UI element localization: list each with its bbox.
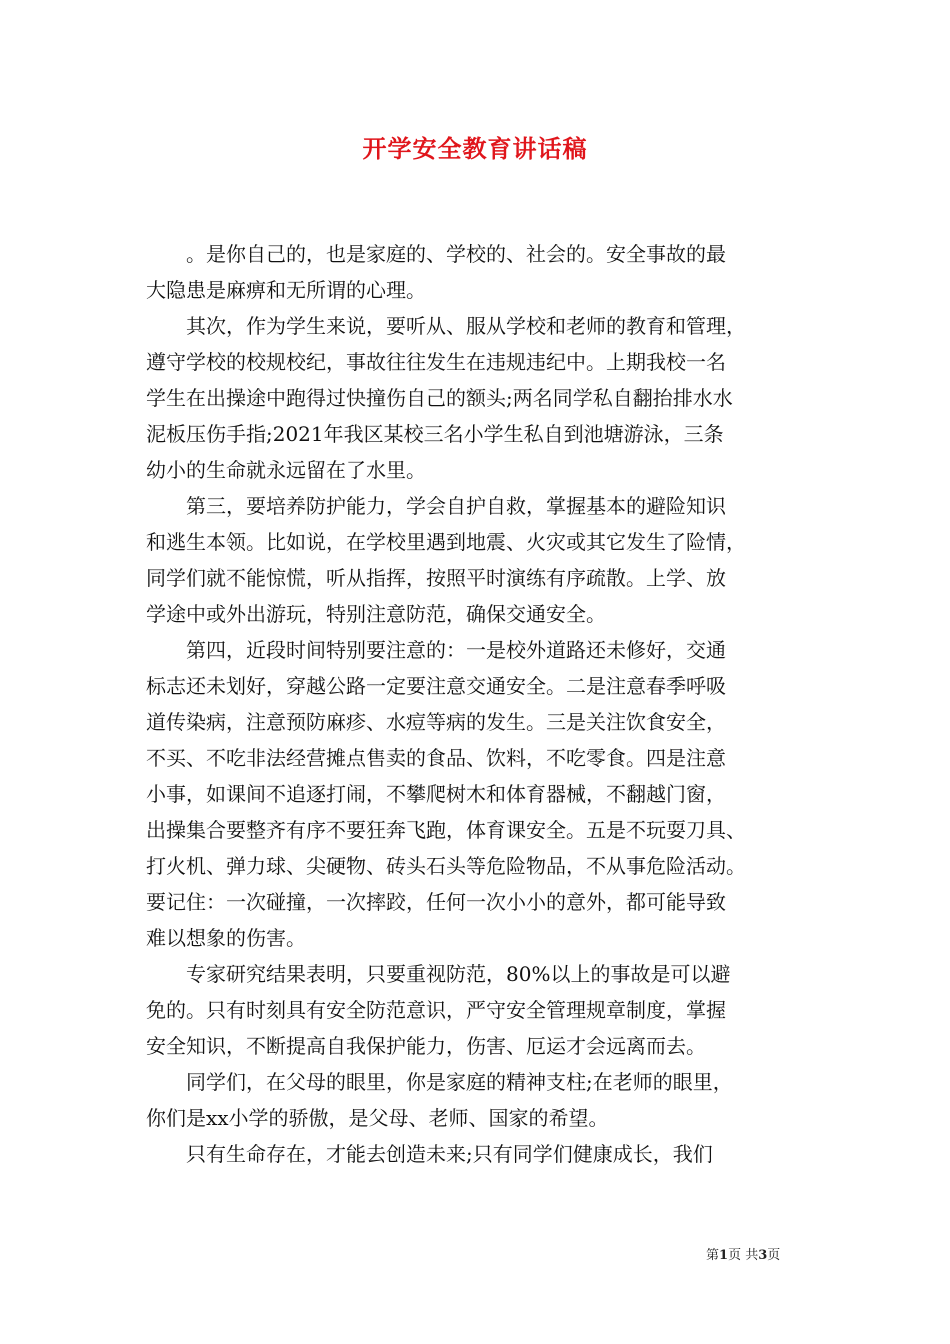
body-line: 道传染病，注意预防麻疹、水痘等病的发生。三是关注饮食安全， (146, 710, 726, 734)
body-line: 和逃生本领。比如说，在学校里遇到地震、火灾或其它发生了险情， (146, 530, 746, 554)
body-line: 第三，要培养防护能力，学会自护自救，掌握基本的避险知识 (186, 494, 726, 518)
body-line: 大隐患是麻痹和无所谓的心理。 (146, 278, 426, 302)
body-line: 遵守学校的校规校纪，事故往往发生在违规违纪中。上期我校一名 (146, 350, 726, 374)
body-line: 难以想象的伤害。 (146, 926, 306, 950)
body-line: 专家研究结果表明，只要重视防范，80%以上的事故是可以避 (186, 962, 731, 986)
page-footer (706, 1247, 816, 1265)
footer-suffix: 页 (767, 1248, 781, 1263)
footer-page-number: 1 (719, 1248, 729, 1263)
document-title: 开学安全教育讲话稿 (362, 134, 588, 163)
body-line: 打火机、弹力球、尖硬物、砖头石头等危险物品，不从事危险活动。 (146, 854, 746, 878)
body-line: 出操集合要整齐有序不要狂奔飞跑，体育课安全。五是不玩耍刀具、 (146, 818, 746, 842)
body-line: 同学们，在父母的眼里，你是家庭的精神支柱;在老师的眼里， (186, 1070, 733, 1094)
body-line: 其次，作为学生来说，要听从、服从学校和老师的教育和管理， (186, 314, 746, 338)
body-line: 学生在出操途中跑得过快撞伤自己的额头;两名同学私自翻抬排水水 (146, 386, 733, 410)
body-line: 第四，近段时间特别要注意的：一是校外道路还未修好，交通 (186, 638, 726, 662)
body-line: 小事，如课间不追逐打闹，不攀爬树木和体育器械，不翻越门窗， (146, 782, 726, 806)
body-line: 幼小的生命就永远留在了水里。 (146, 458, 426, 482)
footer-total-pages: 3 (758, 1248, 768, 1263)
body-line: 只有生命存在，才能去创造未来;只有同学们健康成长，我们 (186, 1142, 713, 1166)
body-line: 同学们就不能惊慌，听从指挥，按照平时演练有序疏散。上学、放 (146, 566, 726, 590)
body-line: 泥板压伤手指;2021年我区某校三名小学生私自到池塘游泳，三条 (146, 422, 724, 446)
footer-middle: 页 共 (728, 1248, 759, 1263)
footer-prefix: 第 (706, 1248, 720, 1263)
body-line: 标志还未划好，穿越公路一定要注意交通安全。二是注意春季呼吸 (146, 674, 726, 698)
body-line: 不买、不吃非法经营摊点售卖的食品、饮料，不吃零食。四是注意 (146, 746, 726, 770)
body-line: 免的。只有时刻具有安全防范意识，严守安全管理规章制度，掌握 (146, 998, 726, 1022)
body-line: 。是你自己的，也是家庭的、学校的、社会的。安全事故的最 (186, 242, 726, 266)
body-line: 要记住：一次碰撞，一次摔跤，任何一次小小的意外，都可能导致 (146, 890, 726, 914)
body-line: 你们是xx小学的骄傲，是父母、老师、国家的希望。 (146, 1106, 609, 1130)
document-body (146, 236, 806, 1172)
body-line: 安全知识，不断提高自我保护能力，伤害、厄运才会远离而去。 (146, 1034, 706, 1058)
body-line: 学途中或外出游玩，特别注意防范，确保交通安全。 (146, 602, 606, 626)
